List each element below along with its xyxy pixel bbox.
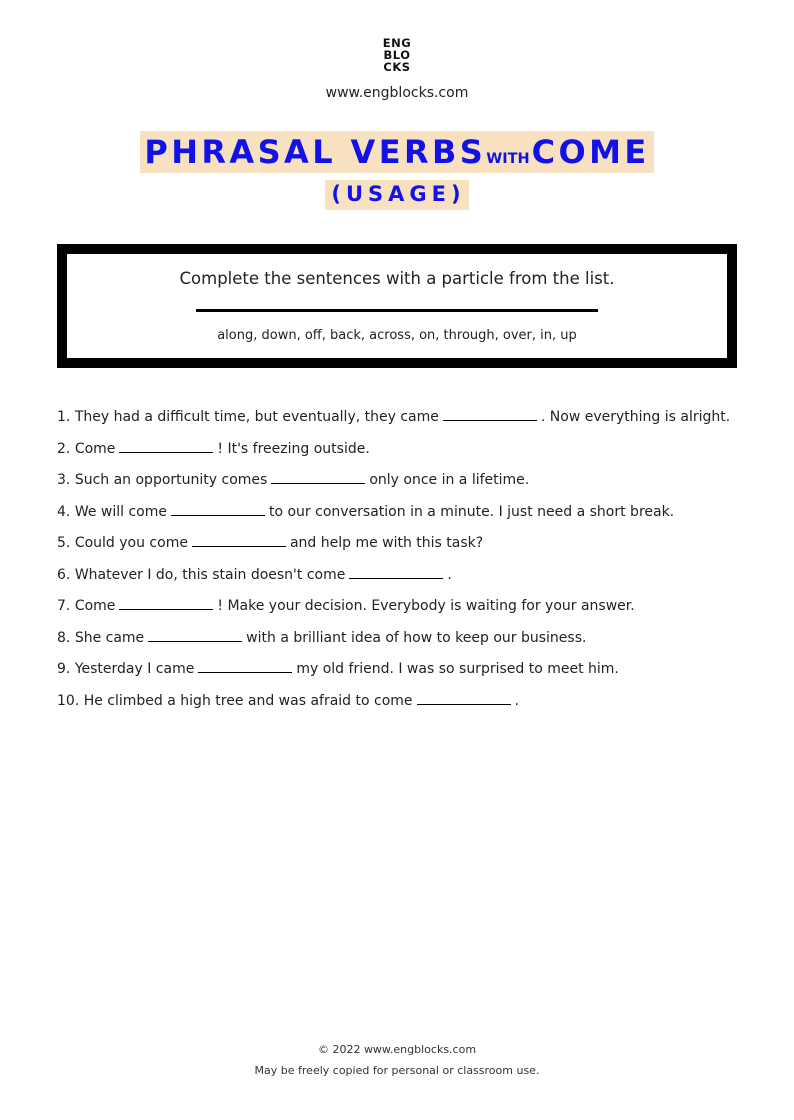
worksheet-subtitle xyxy=(0,180,794,210)
exercise-text-after: my old friend. I was so surprised to meet him. xyxy=(296,661,619,677)
worksheet-title xyxy=(0,131,794,173)
title-part-1: PHRASAL VERBS xyxy=(144,133,487,171)
exercise-number: 5. xyxy=(57,535,71,551)
answer-blank[interactable] xyxy=(192,533,286,547)
exercise-number: 4. xyxy=(57,503,71,520)
exercise-text-before: They had a difficult time, but eventually, they came xyxy=(74,409,439,425)
exercise-text-before: Come xyxy=(74,440,116,457)
exercise-text-after: . xyxy=(514,692,519,709)
answer-blank[interactable] xyxy=(171,502,265,516)
engblocks-logo xyxy=(0,37,794,73)
footer-note: May be freely copied for personal or classroom use. xyxy=(254,1064,540,1077)
answer-blank[interactable] xyxy=(198,659,292,673)
exercise-item xyxy=(57,439,757,471)
logo-line-2: BLO xyxy=(383,48,411,62)
logo-line-3: CKS xyxy=(383,60,411,74)
title-connector: WITH xyxy=(486,151,530,167)
exercise-text-before: Yesterday I came xyxy=(74,661,195,677)
exercise-number: 6. xyxy=(57,566,71,583)
logo-line-1: ENG xyxy=(382,36,412,50)
exercise-text-after: . Now everything is alright. xyxy=(540,409,731,425)
exercise-text-before: Such an opportunity comes xyxy=(74,472,268,488)
exercise-item xyxy=(57,691,757,723)
particle-word-list: along, down, off, back, across, on, through, over, in, up xyxy=(217,328,577,343)
exercise-number: 1. xyxy=(57,409,71,425)
exercise-item xyxy=(57,596,757,628)
exercise-text-before: Whatever I do, this stain doesn't come xyxy=(74,566,346,583)
answer-blank[interactable] xyxy=(119,439,213,453)
task-divider xyxy=(196,309,598,312)
exercise-text-after: to our conversation in a minute. I just need a short break. xyxy=(268,503,675,520)
title-part-2: COME xyxy=(531,133,650,171)
exercise-number: 2. xyxy=(57,440,71,457)
exercise-item xyxy=(57,470,757,502)
exercise-text-after: ! Make your decision. Everybody is waiting for your answer. xyxy=(217,598,635,614)
exercise-text-after: with a brilliant idea of how to keep our business. xyxy=(246,629,587,646)
exercise-item xyxy=(57,407,757,439)
exercise-item xyxy=(57,502,757,534)
exercise-number: 8. xyxy=(57,629,71,646)
subtitle-text: (USAGE) xyxy=(325,180,468,210)
exercise-item xyxy=(57,533,757,565)
exercise-number: 10. xyxy=(57,692,80,709)
exercise-text-before: We will come xyxy=(74,503,167,520)
exercise-item xyxy=(57,628,757,660)
answer-blank[interactable] xyxy=(349,565,443,579)
task-instruction: Complete the sentences with a particle from the list. xyxy=(179,269,615,288)
exercise-list xyxy=(57,407,757,722)
answer-blank[interactable] xyxy=(119,596,213,610)
task-box xyxy=(57,244,737,368)
exercise-number: 3. xyxy=(57,472,71,488)
exercise-text-before: He climbed a high tree and was afraid to come xyxy=(83,692,413,709)
answer-blank[interactable] xyxy=(148,628,242,642)
exercise-text-after: only once in a lifetime. xyxy=(369,472,530,488)
exercise-number: 9. xyxy=(57,661,71,677)
exercise-text-after: ! It's freezing outside. xyxy=(217,440,370,457)
answer-blank[interactable] xyxy=(271,470,365,484)
footer-copyright: © 2022 www.engblocks.com xyxy=(317,1043,477,1056)
title-highlight xyxy=(140,131,653,173)
exercise-text-after: . xyxy=(447,566,452,583)
exercise-text-before: She came xyxy=(74,629,145,646)
answer-blank[interactable] xyxy=(443,407,537,421)
exercise-item xyxy=(57,659,757,691)
site-url: www.engblocks.com xyxy=(325,85,469,101)
exercise-text-before: Could you come xyxy=(74,535,188,551)
exercise-text-after: and help me with this task? xyxy=(289,535,484,551)
answer-blank[interactable] xyxy=(417,691,511,705)
exercise-text-before: Come xyxy=(74,598,116,614)
exercise-item xyxy=(57,565,757,597)
exercise-number: 7. xyxy=(57,598,71,614)
